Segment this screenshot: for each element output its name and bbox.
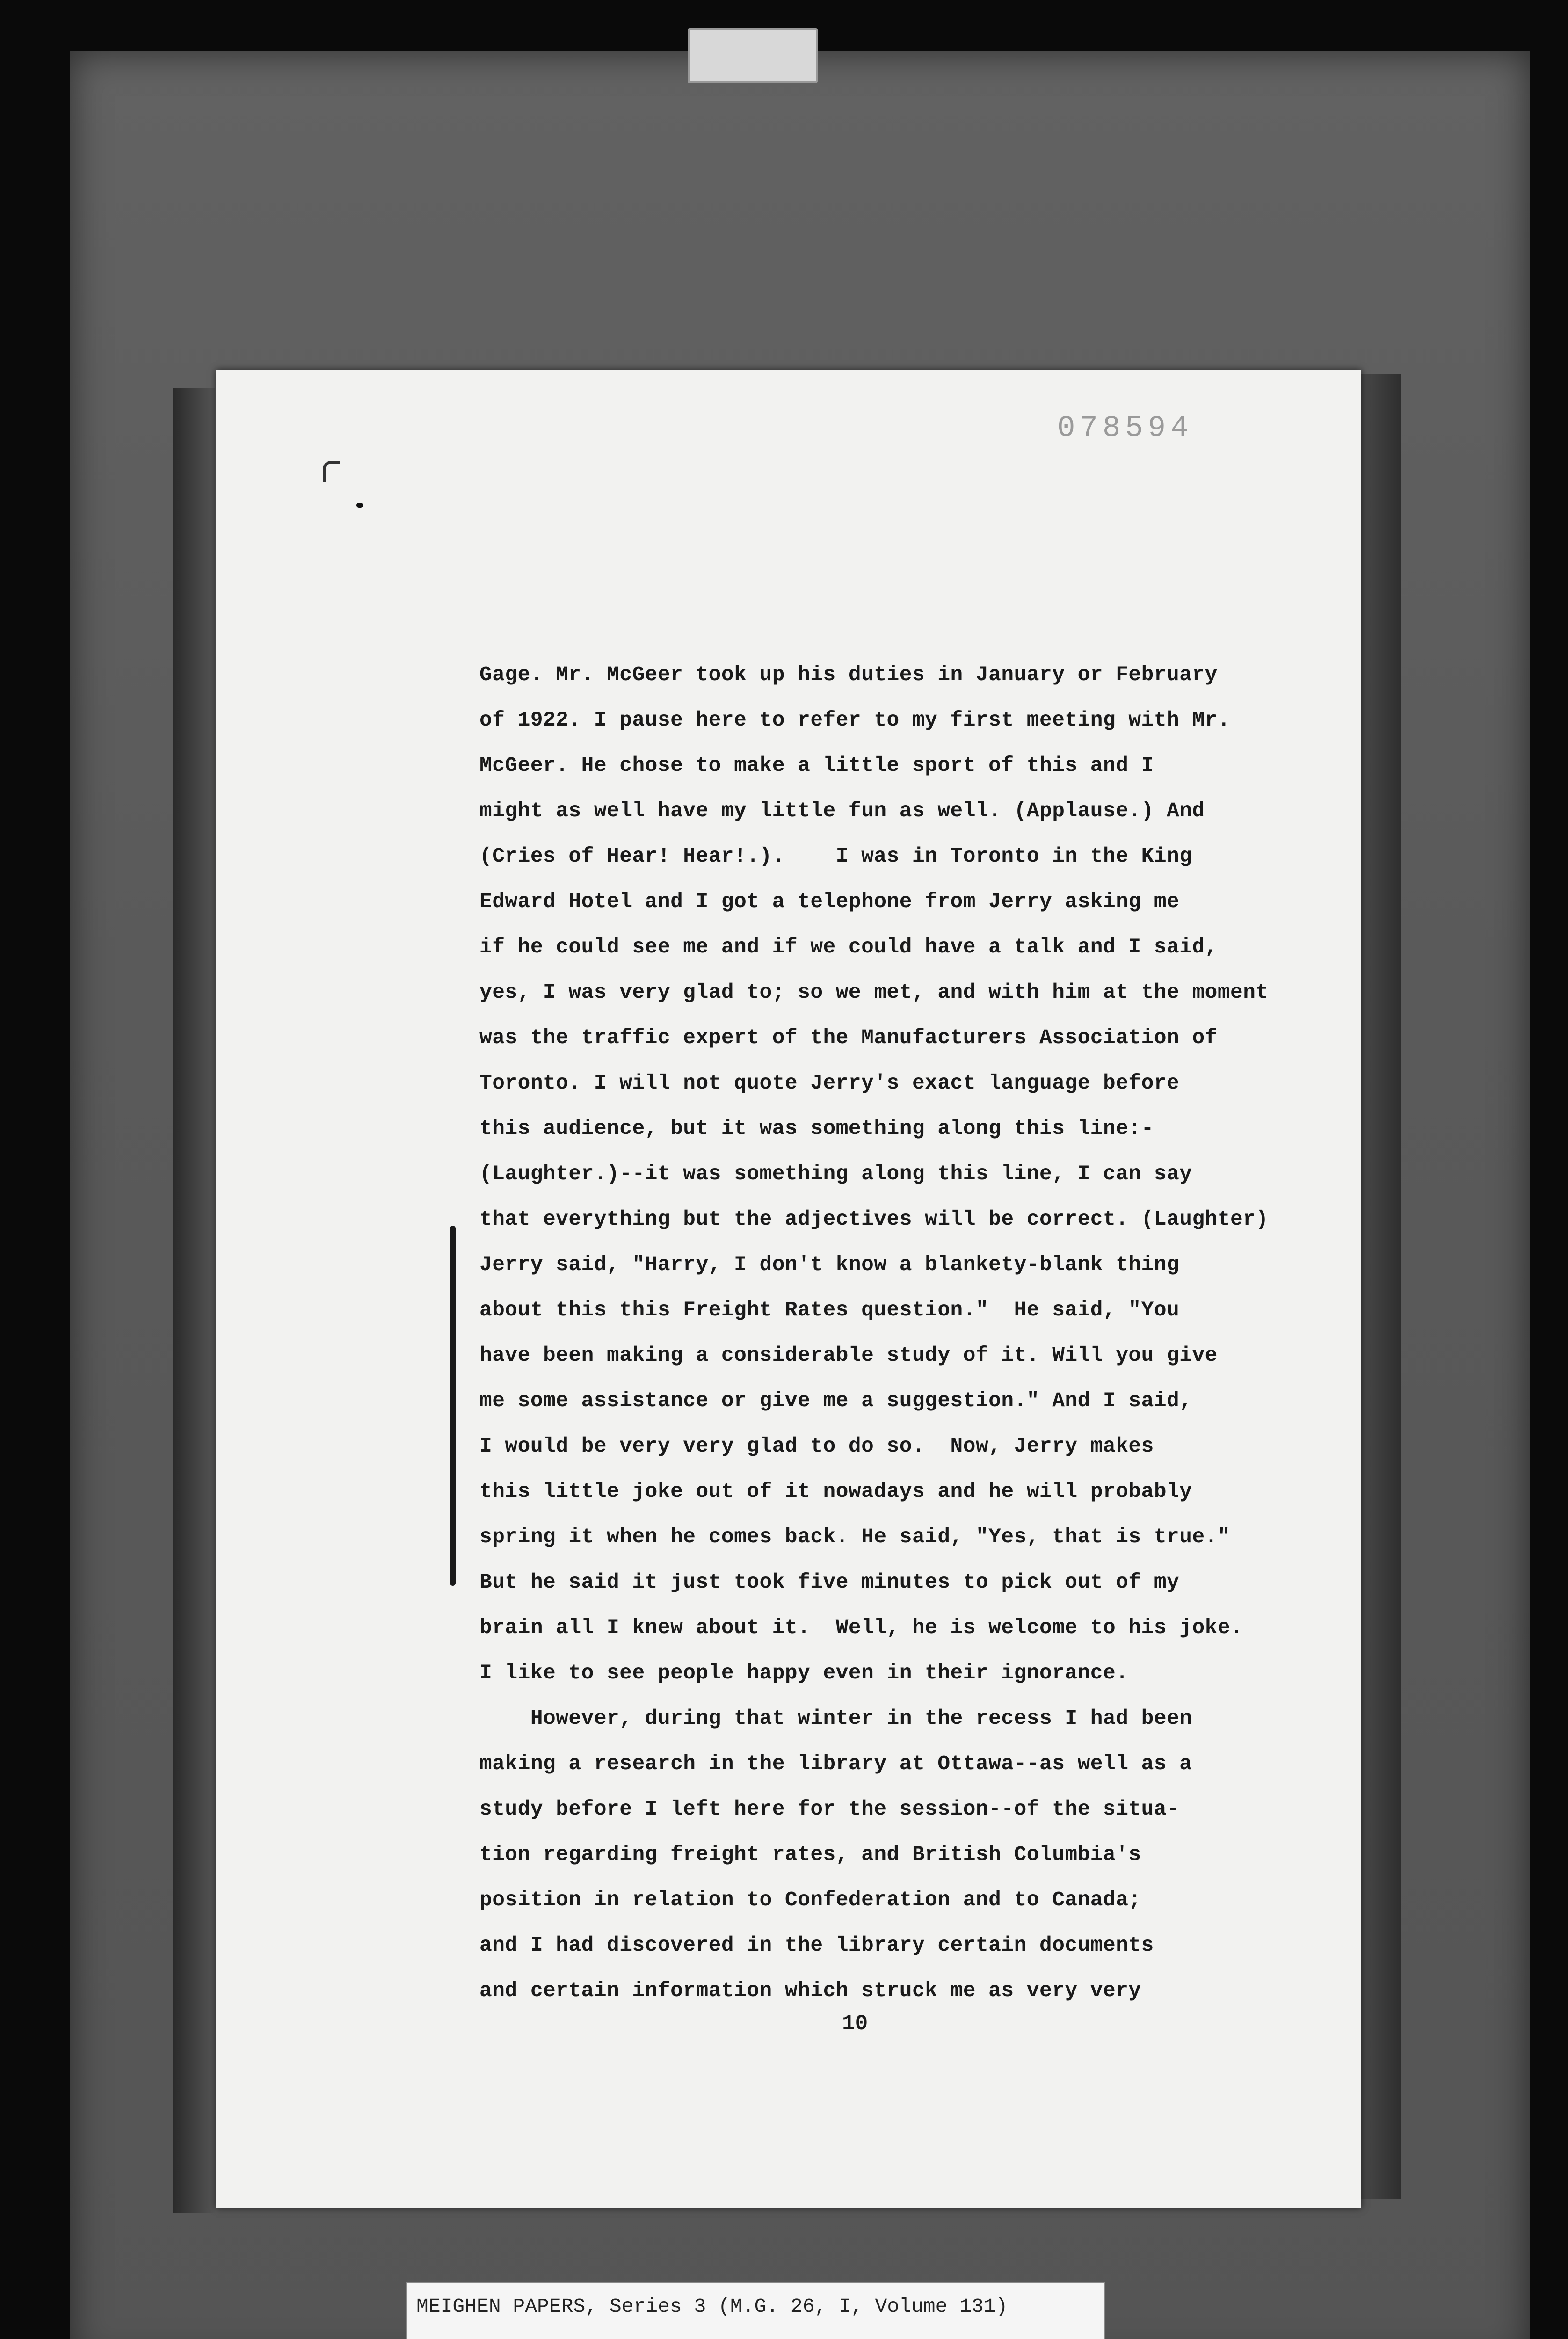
text-line: might as well have my little fun as well. (Applause.) And	[479, 799, 1205, 823]
text-line: (Cries of Hear! Hear!.). I was in Toronto in the King	[479, 845, 1192, 868]
text-line: I would be very very glad to do so. Now, Jerry makes	[479, 1435, 1154, 1458]
ink-dot	[356, 503, 363, 508]
text-line: this audience, but it was something along this line:-	[479, 1117, 1154, 1140]
text-line: spring it when he comes back. He said, "Yes, that is true."	[479, 1525, 1231, 1549]
text-line: Toronto. I will not quote Jerry's exact language before	[479, 1072, 1180, 1095]
margin-bracket	[450, 1226, 456, 1586]
text-line: position in relation to Confederation and to Canada;	[479, 1889, 1141, 1912]
text-line: of 1922. I pause here to refer to my first meeting with Mr.	[479, 709, 1231, 732]
text-line: (Laughter.)--it was something along this line, I can say	[479, 1162, 1192, 1186]
sheet-left-shadow	[173, 388, 215, 2213]
text-line: Jerry said, "Harry, I don't know a blankety-blank thing	[479, 1253, 1180, 1277]
source-label	[406, 2282, 1105, 2339]
text-line: about this this Freight Rates question." He said, "You	[479, 1299, 1180, 1322]
text-line: However, during that winter in the recess I had been	[479, 1707, 1192, 1730]
source-label-text: MEIGHEN PAPERS, Series 3 (M.G. 26, I, Volume 131)	[416, 2295, 1008, 2318]
text-line: Edward Hotel and I got a telephone from Jerry asking me	[479, 890, 1180, 914]
text-line: brain all I knew about it. Well, he is welcome to his joke.	[479, 1616, 1243, 1640]
text-line: this little joke out of it nowadays and he will probably	[479, 1480, 1192, 1504]
text-line: that everything but the adjectives will be correct. (Laughter)	[479, 1208, 1269, 1231]
text-line: have been making a considerable study of it. Will you give	[479, 1344, 1218, 1367]
typed-text-block	[479, 653, 1368, 2014]
text-line: study before I left here for the session--of the situa-	[479, 1798, 1180, 1821]
text-line: making a research in the library at Ottawa--as well as a	[479, 1752, 1192, 1776]
text-line: me some assistance or give me a suggestion." And I said,	[479, 1389, 1192, 1413]
reference-number: 078594	[1057, 412, 1193, 445]
text-line: But he said it just took five minutes to pick out of my	[479, 1571, 1180, 1594]
top-clip	[688, 28, 818, 83]
text-line: I like to see people happy even in their ignorance.	[479, 1662, 1129, 1685]
text-line: yes, I was very glad to; so we met, and with him at the moment	[479, 981, 1269, 1004]
page-number: 10	[842, 2012, 868, 2036]
punch-mark	[323, 461, 340, 482]
text-line: if he could see me and if we could have a talk and I said,	[479, 936, 1218, 959]
text-line: and certain information which struck me as very very	[479, 1979, 1141, 2003]
text-line: tion regarding freight rates, and British Columbia's	[479, 1843, 1141, 1867]
text-line: was the traffic expert of the Manufacturers Association of	[479, 1026, 1218, 1050]
text-line: and I had discovered in the library certain documents	[479, 1934, 1154, 1957]
text-line: Gage. Mr. McGeer took up his duties in January or February	[479, 663, 1218, 687]
text-line: McGeer. He chose to make a little sport of this and I	[479, 754, 1154, 777]
